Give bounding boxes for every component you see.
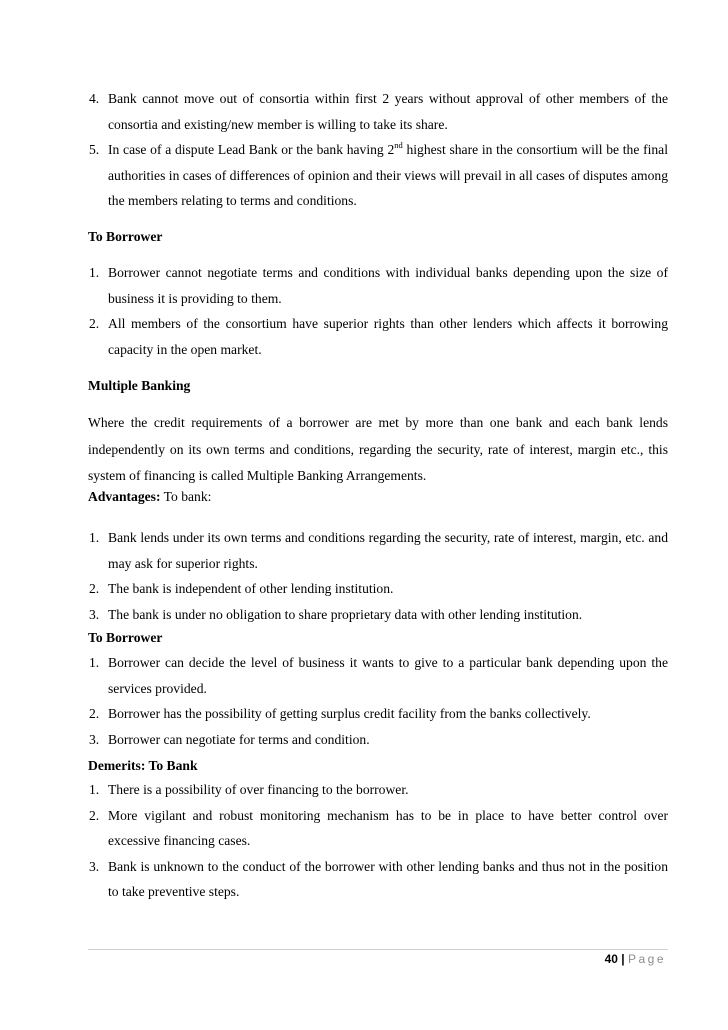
list-item xyxy=(89,803,668,854)
list-item xyxy=(89,137,668,214)
list-text: Bank lends under its own terms and conditions regarding the security, rate of interest, margin, etc. and may ask for superior rights. xyxy=(108,530,668,571)
list-number: 5. xyxy=(89,142,100,157)
list-item xyxy=(89,311,668,362)
to-borrower-heading-2: To Borrower xyxy=(88,630,163,645)
demerits-list xyxy=(89,777,668,905)
multiple-banking-heading: Multiple Banking xyxy=(88,378,191,393)
advantages-borrower-list xyxy=(89,650,668,752)
list-text: In case of a dispute Lead Bank or the bank having 2nd highest share in the consortium will be the final authorities in cases of differences of opinion and their views will prevail in all cases of disputes among the members relating to terms and conditions. xyxy=(108,140,668,208)
list-item xyxy=(89,576,668,602)
list-number: 3. xyxy=(89,606,100,622)
list-number: 1. xyxy=(89,782,100,797)
footer-separator: | xyxy=(621,952,625,966)
to-borrower-list xyxy=(89,260,668,362)
list-text: Borrower cannot negotiate terms and conditions with individual banks depending upon the size of business it is providing to them. xyxy=(108,265,668,306)
list-number: 2. xyxy=(89,316,100,331)
list-text: All members of the consortium have superior rights than other lenders which affects it borrowing capacity in the open market. xyxy=(108,316,668,357)
page-number: 40 xyxy=(604,952,618,966)
list-text: Bank is unknown to the conduct of the borrower with other lending banks and thus not in the position to take preventive steps. xyxy=(108,858,668,899)
list-text: There is a possibility of over financing to the borrower. xyxy=(108,782,409,797)
list-text: Borrower can negotiate for terms and condition. xyxy=(108,731,370,747)
list-item xyxy=(89,602,668,628)
list-text: More vigilant and robust monitoring mechanism has to be in place to have better control over excessive financing cases. xyxy=(108,807,668,848)
consortium-conditions-list xyxy=(89,86,668,214)
list-item xyxy=(89,86,668,137)
multiple-banking-paragraph: Where the credit requirements of a borrower are met by more than one bank and each bank lends independently on its own terms and conditions, regarding the security, rate of interest, margin etc., this system of financing is called Multiple Banking Arrangements. xyxy=(88,415,668,483)
list-text: The bank is independent of other lending institution. xyxy=(108,581,394,596)
advantages-bank-list xyxy=(89,525,668,627)
list-item xyxy=(89,727,668,753)
page-label: Page xyxy=(627,952,666,966)
list-number: 2. xyxy=(89,581,100,596)
list-item xyxy=(89,777,668,803)
demerits-heading: Demerits: To Bank xyxy=(88,758,198,773)
list-number: 1. xyxy=(89,265,100,280)
list-item xyxy=(89,525,668,576)
advantages-heading: Advantages: To bank: xyxy=(88,489,212,504)
list-text: The bank is under no obligation to share proprietary data with other lending institution. xyxy=(108,606,583,622)
list-item xyxy=(89,260,668,311)
to-borrower-heading: To Borrower xyxy=(88,229,163,244)
list-text: Bank cannot move out of consortia within first 2 years without approval of other members of the consortia and existing/new member is willing to take its share. xyxy=(108,91,668,132)
list-text: Borrower can decide the level of business it wants to give to a particular bank depending upon the services provided. xyxy=(108,655,668,696)
list-text: Borrower has the possibility of getting surplus credit facility from the banks collectively. xyxy=(108,706,591,721)
list-number: 3. xyxy=(89,731,100,747)
footer-divider xyxy=(88,949,668,950)
list-number: 4. xyxy=(89,91,100,106)
list-number: 1. xyxy=(89,655,100,670)
list-number: 2. xyxy=(89,706,100,721)
list-number: 1. xyxy=(89,530,100,545)
list-number: 2. xyxy=(89,807,100,823)
list-number: 3. xyxy=(89,858,100,874)
list-item xyxy=(89,701,668,727)
superscript: nd xyxy=(394,140,403,150)
page-footer xyxy=(605,952,666,966)
list-item xyxy=(89,854,668,905)
list-item xyxy=(89,650,668,701)
